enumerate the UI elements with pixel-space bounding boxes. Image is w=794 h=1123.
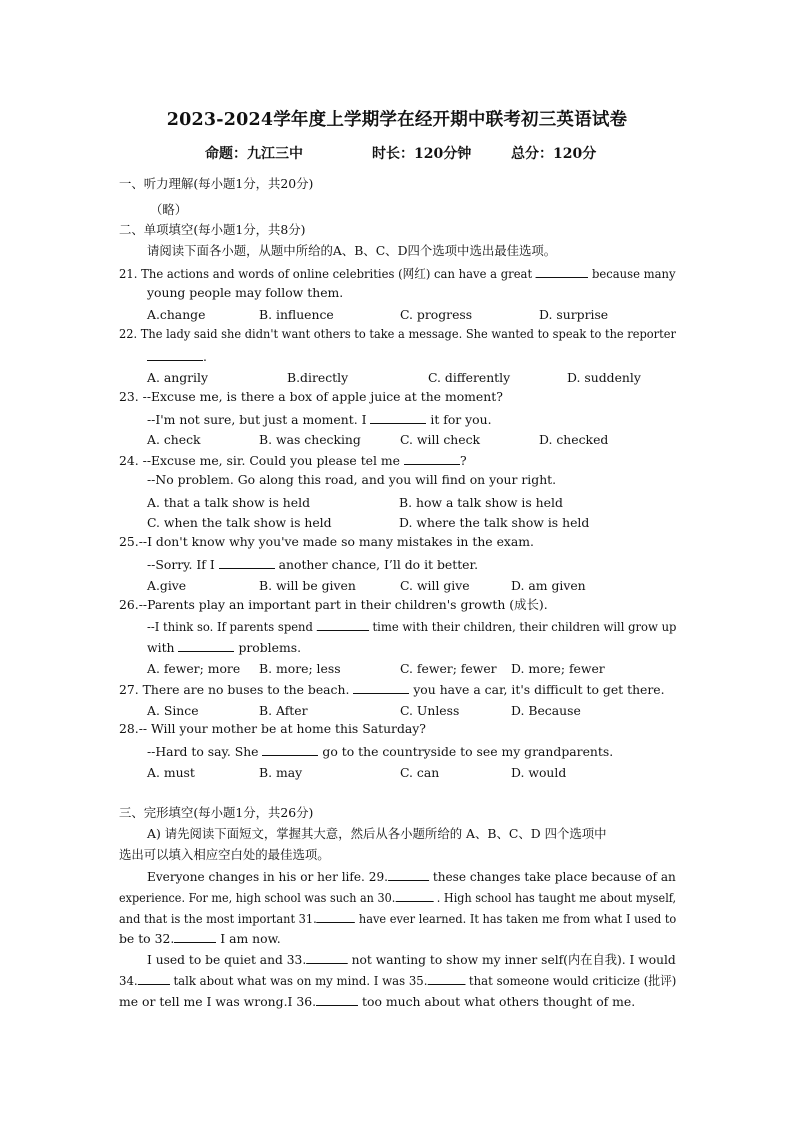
q23-option-c[interactable]: C. will check	[400, 432, 481, 447]
section1-note: （略）	[150, 202, 188, 217]
section2-instruction: 请阅读下面各小题，从题中所给的A、B、C、D四个选项中选出最佳选项。	[147, 243, 557, 258]
q24-blank[interactable]	[404, 453, 460, 465]
q22-option-b[interactable]: B.directly	[287, 370, 349, 385]
q21-option-d[interactable]: D. surprise	[539, 307, 609, 322]
q26-stem-cont	[147, 619, 676, 633]
passage-line-2	[119, 890, 676, 904]
q26-option-a[interactable]: A. fewer; more	[147, 661, 241, 676]
p7-text-end: too much about what others thought of me.	[362, 994, 636, 1009]
q28-option-d[interactable]: D. would	[511, 765, 567, 780]
section3-instruction-2: 选出可以填入相应空白处的最佳选项。	[119, 847, 330, 862]
q23-text-end: it for you.	[430, 412, 492, 427]
q21-option-b[interactable]: B. influence	[259, 307, 334, 322]
q28-text-end: go to the countryside to see my grandparents.	[322, 744, 614, 759]
q28-option-a[interactable]: A. must	[147, 765, 195, 780]
q26-stem-cont2	[147, 640, 301, 654]
passage-line-1	[147, 869, 676, 883]
q28-text: --Hard to say. She	[147, 744, 259, 759]
meta-author: 命题：九江三中	[205, 146, 303, 162]
meta-duration: 时长：120分钟	[372, 146, 472, 162]
q26-with: with	[147, 640, 175, 655]
q23-stem: 23. --Excuse me, is there a box of apple juice at the moment?	[119, 389, 503, 404]
q23-option-a[interactable]: A. check	[147, 432, 201, 447]
passage-line-7	[119, 994, 635, 1008]
q25-option-b[interactable]: B. will be given	[259, 578, 356, 593]
blank-36[interactable]	[316, 994, 358, 1006]
q22-stem-cont	[147, 349, 207, 363]
q27-blank[interactable]	[353, 682, 409, 694]
q27-stem	[119, 682, 665, 696]
exam-title: 2023-2024学年度上学期学在经开期中联考初三英语试卷	[166, 110, 628, 130]
q23-option-d[interactable]: D. checked	[539, 432, 609, 447]
q28-blank[interactable]	[262, 744, 318, 756]
q26-option-c[interactable]: C. fewer; fewer	[400, 661, 497, 676]
q21-stem	[119, 266, 676, 280]
q26-problems: problems.	[238, 640, 302, 655]
q26-option-b[interactable]: B. more; less	[259, 661, 341, 676]
p2-text-end: . High school has taught me about myself,	[436, 890, 677, 905]
q24-stem	[119, 453, 467, 467]
blank-29[interactable]	[388, 869, 429, 881]
q24-option-d[interactable]: D. where the talk show is held	[399, 515, 590, 530]
q21-stem-cont: young people may follow them.	[147, 285, 344, 300]
q27-option-a[interactable]: A. Since	[147, 703, 199, 718]
q21-option-a[interactable]: A.change	[147, 307, 206, 322]
q25-stem-cont	[147, 557, 478, 571]
p4-text: be to 32.	[119, 931, 175, 946]
q24-stem-cont: --No problem. Go along this road, and you will find on your right.	[147, 472, 557, 487]
q24-option-c[interactable]: C. when the talk show is held	[147, 515, 332, 530]
q23-blank[interactable]	[370, 412, 426, 424]
q25-stem: 25.--I don't know why you've made so many mistakes in the exam.	[119, 534, 534, 549]
p2-text: experience. For me, high school was such an 30.	[119, 890, 396, 905]
q22-option-a[interactable]: A. angrily	[147, 370, 208, 385]
blank-31[interactable]	[317, 911, 356, 923]
p1-text: Everyone changes in his or her life. 29.	[147, 869, 388, 884]
p5-text: I used to be quiet and 33.	[147, 952, 307, 967]
passage-line-4	[119, 931, 281, 945]
p6-text: 34.	[119, 973, 138, 988]
q26-option-d[interactable]: D. more; fewer	[511, 661, 605, 676]
q25-option-c[interactable]: C. will give	[400, 578, 470, 593]
section3-instruction-1: A) 请先阅读下面短文，掌握其大意，然后从各小题所给的 A、B、C、D 四个选项中	[147, 826, 607, 841]
section3-heading: 三、完形填空(每小题1分，共26分)	[119, 805, 314, 820]
q21-blank[interactable]	[536, 266, 588, 278]
q24-option-a[interactable]: A. that a talk show is held	[147, 495, 311, 510]
q23-stem-cont	[147, 412, 492, 426]
meta-total: 总分：120分	[511, 146, 597, 162]
q27-option-b[interactable]: B. After	[259, 703, 308, 718]
p3-text-end: have ever learned. It has taken me from what I used to	[358, 911, 677, 926]
q26-stem: 26.--Parents play an important part in their children's growth (成长).	[119, 597, 548, 612]
section2-heading: 二、单项填空(每小题1分，共8分)	[119, 222, 306, 237]
blank-32[interactable]	[174, 931, 216, 943]
p6-text-mid: talk about what was on my mind. I was 35.	[173, 973, 428, 988]
q23-option-b[interactable]: B. was checking	[259, 432, 361, 447]
q28-option-b[interactable]: B. may	[259, 765, 303, 780]
p6-text-end: that someone would criticize (批评)	[468, 973, 677, 988]
q25-text-end: another chance, I’ll do it better.	[278, 557, 479, 572]
blank-34[interactable]	[138, 973, 170, 985]
p7-text: me or tell me I was wrong.I 36.	[119, 994, 317, 1009]
q21-text-end: because many	[591, 266, 676, 281]
q26-blank-2[interactable]	[178, 640, 234, 652]
q27-text-end: you have a car, it's difficult to get there.	[413, 682, 665, 697]
q22-blank[interactable]	[147, 349, 203, 361]
q25-blank[interactable]	[219, 557, 275, 569]
q28-stem: 28.-- Will your mother be at home this Saturday?	[119, 721, 426, 736]
q28-option-c[interactable]: C. can	[400, 765, 440, 780]
q28-stem-cont	[147, 744, 613, 758]
section1-heading: 一、听力理解(每小题1分，共20分)	[119, 176, 314, 191]
q22-period: .	[203, 349, 207, 364]
blank-35[interactable]	[427, 973, 465, 985]
q22-option-c[interactable]: C. differently	[428, 370, 511, 385]
passage-line-3	[119, 911, 676, 925]
q25-text: --Sorry. If I	[147, 557, 215, 572]
blank-33[interactable]	[306, 952, 348, 964]
q24-option-b[interactable]: B. how a talk show is held	[399, 495, 563, 510]
q26-text-end: time with their children, their children will grow up	[372, 619, 677, 634]
q26-text: --I think so. If parents spend	[147, 619, 313, 634]
q25-option-d[interactable]: D. am given	[511, 578, 586, 593]
q27-option-c[interactable]: C. Unless	[400, 703, 460, 718]
p5-text-end: not wanting to show my inner self(内在自我). I would	[351, 952, 676, 967]
p4-text-end: I am now.	[220, 931, 281, 946]
passage-line-5	[147, 952, 676, 966]
q23-text: --I'm not sure, but just a moment. I	[147, 412, 367, 427]
q24-text: 24. --Excuse me, sir. Could you please tel me	[119, 453, 400, 468]
p1-text-end: these changes take place because of an	[432, 869, 676, 884]
q22-stem: 22. The lady said she didn't want others to take a message. She wanted to speak to the reporter	[119, 326, 676, 341]
q27-text: 27. There are no buses to the beach.	[119, 682, 350, 697]
p3-text: and that is the most important 31.	[119, 911, 317, 926]
passage-line-6	[119, 973, 676, 987]
q26-blank-1[interactable]	[317, 619, 369, 631]
q27-option-d[interactable]: D. Because	[511, 703, 581, 718]
q24-qmark: ?	[459, 453, 467, 468]
q21-option-c[interactable]: C. progress	[400, 307, 473, 322]
q22-option-d[interactable]: D. suddenly	[567, 370, 641, 385]
blank-30[interactable]	[395, 890, 433, 902]
q21-text: 21. The actions and words of online celebrities (网红) can have a great	[119, 266, 533, 281]
q25-option-a[interactable]: A.give	[147, 578, 187, 593]
